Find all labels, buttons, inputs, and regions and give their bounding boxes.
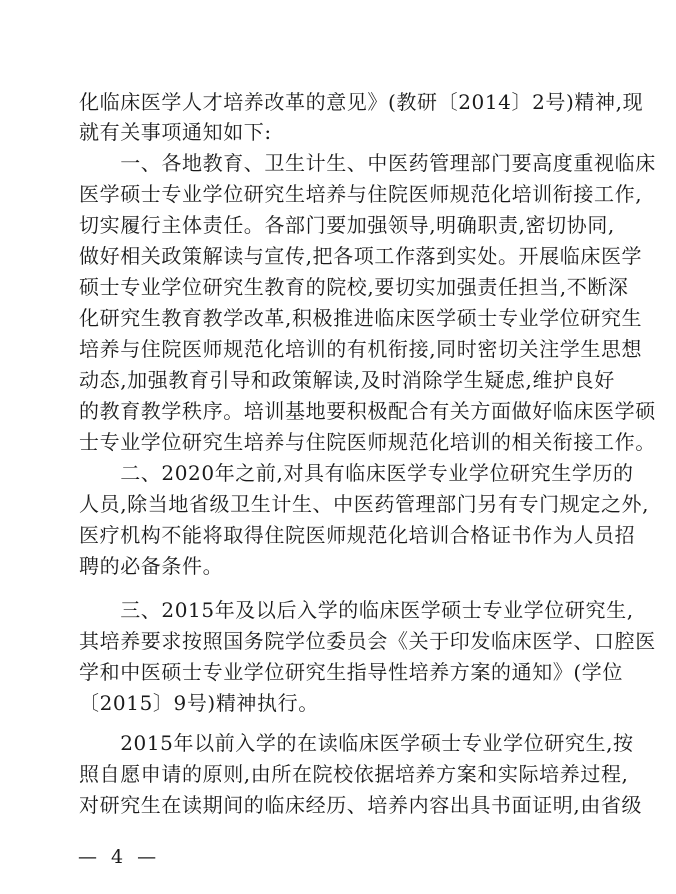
text-line-20: 〔2015〕9号)精神执行。 [79, 691, 319, 715]
text-line-12: 士专业学位研究生培养与住院医师规范化培训的相关衔接工作。 [79, 430, 656, 454]
text-line-11: 的教育教学秩序。培训基地要积极配合有关方面做好临床医学硕 [79, 399, 656, 423]
text-line-18: 其培养要求按照国务院学位委员会《关于印发临床医学、口腔医 [79, 629, 656, 653]
text-line-14: 人员,除当地省级卫生计生、中医药管理部门另有专门规定之外, [79, 492, 650, 516]
text-line-21: 2015年以前入学的在读临床医学硕士专业学位研究生,按 [79, 731, 634, 755]
text-line-15: 医疗机构不能将取得住院医师规范化培训合格证书作为人员招 [79, 523, 636, 547]
text-line-4: 医学硕士专业学位研究生培养与住院医师规范化培训衔接工作, [79, 182, 643, 206]
text-line-3: 一、各地教育、卫生计生、中医药管理部门要高度重视临床 [79, 151, 656, 175]
text-line-7: 硕士专业学位研究生教育的院校,要切实加强责任担当,不断深 [79, 275, 629, 299]
text-line-23: 对研究生在读期间的临床经历、培养内容出具书面证明,由省级 [79, 793, 643, 817]
text-line-16: 聘的必备条件。 [79, 554, 224, 578]
text-line-2: 就有关事项通知如下: [79, 120, 272, 144]
text-line-10: 动态,加强教育引导和政策解读,及时消除学生疑虑,维护良好 [79, 368, 615, 392]
text-line-22: 照自愿申请的原则,由所在院校依据培养方案和实际培养过程, [79, 762, 629, 786]
page-number: — 4 — [78, 846, 161, 868]
text-line-5: 切实履行主体责任。各部门要加强领导,明确职责,密切协同, [79, 213, 615, 237]
text-line-6: 做好相关政策解读与宣传,把各项工作落到实处。开展临床医学 [79, 244, 643, 268]
text-line-13: 二、2020年之前,对具有临床医学专业学位研究生学历的 [79, 461, 634, 485]
text-line-17: 三、2015年及以后入学的临床医学硕士专业学位研究生, [79, 598, 634, 622]
text-line-1: 化临床医学人才培养改革的意见》(教研〔2014〕2号)精神,现 [79, 90, 644, 114]
text-line-8: 化研究生教育教学改革,积极推进临床医学硕士专业学位研究生 [79, 306, 643, 330]
text-line-19: 学和中医硕士专业学位研究生指导性培养方案的通知》(学位 [79, 660, 624, 684]
text-line-9: 培养与住院医师规范化培训的有机衔接,同时密切关注学生思想 [79, 337, 643, 361]
